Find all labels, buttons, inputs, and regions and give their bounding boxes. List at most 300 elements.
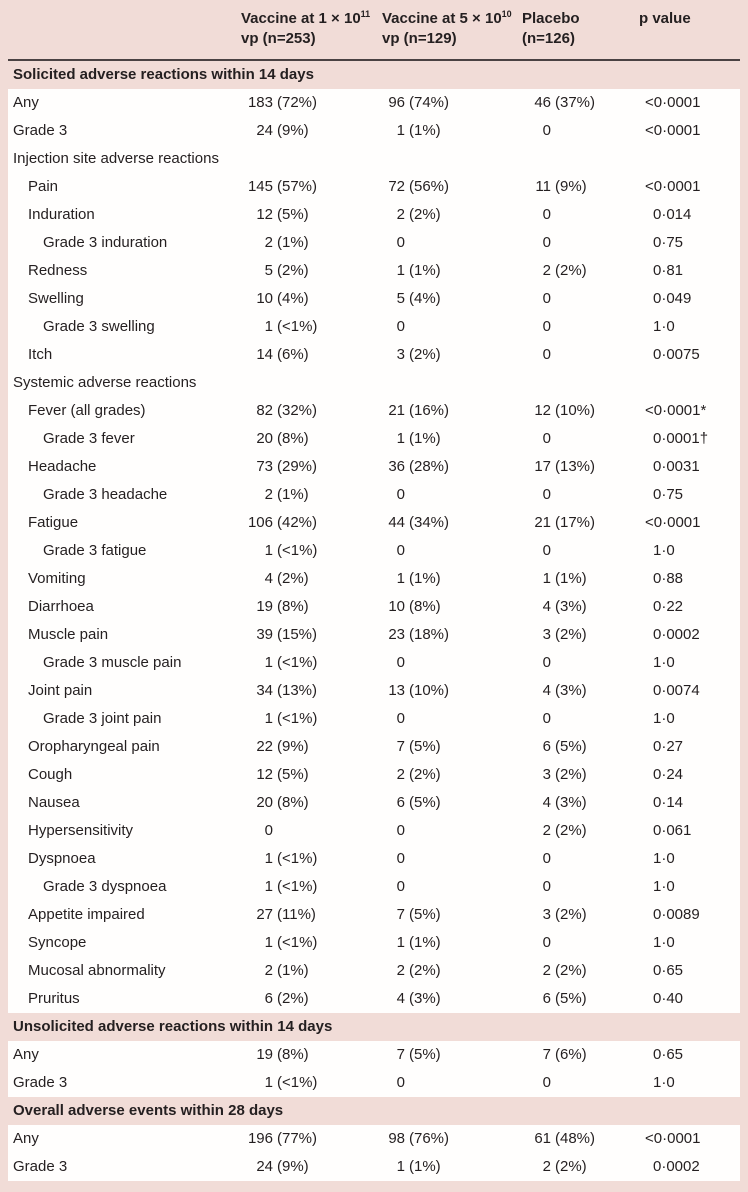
- table-row: [8, 705, 740, 733]
- value-percent-col3: (48%): [555, 1130, 596, 1147]
- value-percent-col3: (2%): [555, 1158, 587, 1175]
- column-header-line1: p value: [639, 10, 691, 27]
- subheading-row: [8, 145, 740, 173]
- table-row: [8, 649, 740, 677]
- value-percent-col1: (6%): [277, 346, 309, 363]
- value-count-col1: 34: [256, 682, 273, 699]
- table-row: [8, 565, 740, 593]
- table-row: [8, 985, 740, 1013]
- value-count-col3: 0: [542, 710, 551, 727]
- value-percent-col1: (2%): [277, 570, 309, 587]
- value-percent-col1: (72%): [277, 94, 318, 111]
- value-count-col2: 96: [388, 94, 405, 111]
- section-header-row: Unsolicited adverse reactions within 14 days: [8, 1013, 740, 1041]
- value-percent-col1: (9%): [277, 738, 309, 755]
- value-percent-col1: (<1%): [277, 542, 318, 559]
- row-label: Fever (all grades): [28, 402, 146, 419]
- table-content: [8, 0, 740, 1181]
- value-count-col2: 3: [396, 346, 405, 363]
- value-count-col3: 0: [542, 878, 551, 895]
- p-value-cell: 1·0: [653, 934, 675, 951]
- value-percent-col1: (8%): [277, 430, 309, 447]
- table-row: [8, 537, 740, 565]
- row-label: Joint pain: [28, 682, 93, 699]
- value-percent-col2: (2%): [409, 962, 441, 979]
- value-percent-col3: (37%): [555, 94, 596, 111]
- value-count-col3: 2: [542, 822, 551, 839]
- value-count-col3: 17: [534, 458, 551, 475]
- table-row: [8, 1041, 740, 1069]
- row-label: Grade 3 fever: [43, 430, 135, 447]
- p-value-cell: <0·0001: [645, 178, 701, 195]
- p-value-cell: 1·0: [653, 1074, 675, 1091]
- subheading-row: [8, 369, 740, 397]
- value-percent-col1: (1%): [277, 486, 309, 503]
- value-count-col3: 0: [542, 850, 551, 867]
- value-count-col1: 1: [264, 542, 273, 559]
- p-value-cell: 0·0002: [653, 626, 700, 643]
- value-percent-col1: (1%): [277, 234, 309, 251]
- row-label: Itch: [28, 346, 53, 363]
- value-count-col1: 145: [247, 178, 273, 195]
- value-percent-col2: (4%): [409, 290, 441, 307]
- table-row: [8, 201, 740, 229]
- value-count-col2: 2: [396, 766, 405, 783]
- value-count-col3: 0: [542, 1074, 551, 1091]
- table-row: [8, 1125, 740, 1153]
- value-count-col1: 82: [256, 402, 273, 419]
- value-percent-col1: (13%): [277, 682, 318, 699]
- value-count-col2: 2: [396, 206, 405, 223]
- section-header-row: Solicited adverse reactions within 14 days: [8, 61, 740, 89]
- table-body: [8, 61, 740, 1181]
- value-count-col3: 6: [542, 738, 551, 755]
- row-label: Grade 3 muscle pain: [43, 654, 182, 671]
- value-percent-col3: (2%): [555, 262, 587, 279]
- value-percent-col1: (42%): [277, 514, 318, 531]
- value-count-col3: 21: [534, 514, 551, 531]
- value-count-col2: 0: [396, 878, 405, 895]
- value-count-col3: 0: [542, 654, 551, 671]
- value-percent-col2: (1%): [409, 570, 441, 587]
- value-count-col3: 0: [542, 318, 551, 335]
- value-count-col2: 1: [396, 934, 405, 951]
- p-value-cell: 0·88: [653, 570, 684, 587]
- column-header-line2: vp (n=129): [382, 30, 457, 47]
- value-count-col2: 72: [388, 178, 405, 195]
- row-label: Muscle pain: [28, 626, 109, 643]
- value-percent-col1: (<1%): [277, 934, 318, 951]
- column-header-vaccine-high-dose: [241, 9, 370, 49]
- row-label: Nausea: [28, 794, 80, 811]
- value-count-col1: 24: [256, 122, 273, 139]
- value-percent-col3: (5%): [555, 738, 587, 755]
- value-percent-col1: (<1%): [277, 1074, 318, 1091]
- value-count-col2: 21: [388, 402, 405, 419]
- value-count-col2: 1: [396, 1158, 405, 1175]
- row-label: Oropharyngeal pain: [28, 738, 160, 755]
- value-count-col2: 6: [396, 794, 405, 811]
- table-row: [8, 677, 740, 705]
- value-count-col3: 3: [542, 626, 551, 643]
- value-count-col2: 0: [396, 654, 405, 671]
- p-value-cell: 0·049: [653, 290, 692, 307]
- value-count-col3: 6: [542, 990, 551, 1007]
- value-count-col3: 0: [542, 290, 551, 307]
- p-value-cell: 1·0: [653, 878, 675, 895]
- value-percent-col3: (13%): [555, 458, 596, 475]
- value-count-col2: 13: [388, 682, 405, 699]
- value-count-col1: 12: [256, 766, 273, 783]
- value-percent-col2: (2%): [409, 766, 441, 783]
- value-count-col2: 7: [396, 906, 405, 923]
- value-count-col2: 98: [388, 1130, 405, 1147]
- column-header-placebo: [522, 9, 580, 49]
- value-count-col1: 1: [264, 1074, 273, 1091]
- row-label: Hypersensitivity: [28, 822, 134, 839]
- table-row: [8, 817, 740, 845]
- p-value-cell: <0·0001*: [645, 402, 707, 419]
- row-label: Fatigue: [28, 514, 79, 531]
- p-value-cell: <0·0001: [645, 1130, 701, 1147]
- value-count-col2: 36: [388, 458, 405, 475]
- value-percent-col2: (76%): [409, 1130, 450, 1147]
- row-label: Induration: [28, 206, 95, 223]
- column-header-line1: Vaccine at $5 \times 10^{10}$: [382, 9, 512, 27]
- table-row: [8, 1153, 740, 1181]
- value-count-col2: 4: [396, 990, 405, 1007]
- table-header-row: [8, 0, 740, 61]
- row-label: Pain: [28, 178, 59, 195]
- table-row: [8, 789, 740, 817]
- value-count-col1: 0: [264, 822, 273, 839]
- value-percent-col1: (9%): [277, 1158, 309, 1175]
- value-count-col2: 0: [396, 850, 405, 867]
- table-row: [8, 117, 740, 145]
- value-count-col1: 22: [256, 738, 273, 755]
- value-count-col1: 1: [264, 850, 273, 867]
- value-count-col1: 5: [264, 262, 273, 279]
- value-count-col2: 0: [396, 710, 405, 727]
- value-count-col1: 14: [256, 346, 273, 363]
- p-value-cell: 0·14: [653, 794, 684, 811]
- column-header-line1: Placebo: [522, 10, 580, 27]
- value-percent-col1: (9%): [277, 122, 309, 139]
- value-percent-col3: (3%): [555, 794, 587, 811]
- p-value-cell: 0·0002: [653, 1158, 700, 1175]
- value-count-col1: 10: [256, 290, 273, 307]
- value-count-col1: 20: [256, 794, 273, 811]
- value-percent-col3: (3%): [555, 682, 587, 699]
- row-label: Grade 3 joint pain: [43, 710, 162, 727]
- value-count-col3: 2: [542, 1158, 551, 1175]
- table-row: [8, 453, 740, 481]
- table-row: [8, 593, 740, 621]
- p-value-cell: 0·0074: [653, 682, 700, 699]
- value-count-col3: 46: [534, 94, 551, 111]
- value-count-col1: 12: [256, 206, 273, 223]
- value-count-col1: 4: [264, 570, 273, 587]
- row-label: Redness: [28, 262, 88, 279]
- value-count-col3: 11: [535, 178, 551, 195]
- value-count-col1: 1: [264, 934, 273, 951]
- value-count-col3: 0: [542, 234, 551, 251]
- table-row: [8, 89, 740, 117]
- table-row: [8, 257, 740, 285]
- row-label: Swelling: [28, 290, 84, 307]
- value-percent-col1: (<1%): [277, 878, 318, 895]
- value-percent-col3: (1%): [555, 570, 587, 587]
- row-label: Vomiting: [28, 570, 86, 587]
- value-count-col3: 0: [542, 122, 551, 139]
- p-value-cell: 0·22: [653, 598, 684, 615]
- value-count-col1: 1: [264, 654, 273, 671]
- section-header-row: Overall adverse events within 28 days: [8, 1097, 740, 1125]
- value-count-col1: 20: [256, 430, 273, 447]
- column-header-line1: Vaccine at $1 \times 10^{11}$: [241, 9, 371, 27]
- value-count-col1: 1: [264, 710, 273, 727]
- value-percent-col1: (32%): [277, 402, 318, 419]
- value-percent-col1: (29%): [277, 458, 318, 475]
- value-count-col1: 39: [256, 626, 273, 643]
- p-value-cell: 0·65: [653, 962, 684, 979]
- value-percent-col2: (16%): [409, 402, 450, 419]
- value-count-col2: 0: [396, 318, 405, 335]
- value-count-col3: 4: [542, 794, 551, 811]
- row-label: Cough: [28, 766, 73, 783]
- value-count-col2: 0: [396, 234, 405, 251]
- exponent: 11: [360, 9, 371, 19]
- value-count-col1: 2: [264, 962, 273, 979]
- value-percent-col3: (2%): [555, 766, 587, 783]
- row-label: Grade 3: [13, 1158, 68, 1175]
- table-row: [8, 845, 740, 873]
- value-percent-col1: (11%): [277, 906, 316, 923]
- value-percent-col3: (2%): [555, 962, 587, 979]
- row-label: Syncope: [28, 934, 87, 951]
- row-label: Pruritus: [28, 990, 80, 1007]
- value-count-col2: 5: [396, 290, 405, 307]
- value-percent-col2: (5%): [409, 738, 441, 755]
- row-label: Mucosal abnormality: [28, 962, 166, 979]
- column-header-vaccine-low-dose: [382, 9, 512, 49]
- table-row: [8, 1069, 740, 1097]
- value-percent-col1: (<1%): [277, 850, 318, 867]
- value-count-col2: 0: [396, 822, 405, 839]
- row-label: Any: [13, 94, 39, 111]
- row-label: Diarrhoea: [28, 598, 94, 615]
- value-percent-col2: (5%): [409, 906, 441, 923]
- row-label: Grade 3 headache: [43, 486, 168, 503]
- value-count-col1: 73: [256, 458, 273, 475]
- value-percent-col3: (10%): [555, 402, 596, 419]
- table-row: [8, 313, 740, 341]
- p-value-cell: 0·0001†: [653, 430, 709, 447]
- value-count-col3: 7: [542, 1046, 551, 1063]
- value-count-col1: 106: [247, 514, 273, 531]
- value-count-col3: 0: [542, 934, 551, 951]
- p-value-cell: 0·0075: [653, 346, 700, 363]
- value-count-col3: 61: [534, 1130, 551, 1147]
- table-row: [8, 341, 740, 369]
- value-count-col2: 0: [396, 486, 405, 503]
- value-percent-col2: (74%): [409, 94, 450, 111]
- p-value-cell: 0·014: [653, 206, 692, 223]
- value-count-col3: 1: [542, 570, 551, 587]
- row-label: Grade 3 fatigue: [43, 542, 147, 559]
- value-count-col2: 10: [388, 598, 405, 615]
- table-row: [8, 929, 740, 957]
- row-label: Injection site adverse reactions: [13, 150, 219, 167]
- p-value-cell: 0·40: [653, 990, 684, 1007]
- value-count-col3: 3: [542, 766, 551, 783]
- value-percent-col1: (15%): [277, 626, 318, 643]
- value-count-col1: 1: [264, 318, 273, 335]
- row-label: Grade 3: [13, 122, 68, 139]
- row-label: Systemic adverse reactions: [13, 374, 197, 391]
- value-count-col3: 0: [542, 206, 551, 223]
- row-label: Grade 3 dyspnoea: [43, 878, 167, 895]
- p-value-cell: 1·0: [653, 710, 675, 727]
- p-value-cell: 0·0031: [653, 458, 700, 475]
- value-count-col2: 23: [388, 626, 405, 643]
- table-row: [8, 229, 740, 257]
- value-percent-col3: (6%): [555, 1046, 587, 1063]
- value-percent-col2: (3%): [409, 990, 441, 1007]
- value-percent-col1: (8%): [277, 1046, 309, 1063]
- value-percent-col2: (8%): [409, 598, 441, 615]
- value-percent-col2: (5%): [409, 1046, 441, 1063]
- value-percent-col1: (4%): [277, 290, 309, 307]
- value-percent-col1: (8%): [277, 598, 309, 615]
- value-percent-col2: (2%): [409, 346, 441, 363]
- value-count-col2: 1: [396, 570, 405, 587]
- value-percent-col2: (1%): [409, 122, 441, 139]
- value-count-col1: 6: [264, 990, 273, 1007]
- value-count-col2: 1: [396, 262, 405, 279]
- value-percent-col3: (2%): [555, 626, 587, 643]
- value-percent-col2: (18%): [409, 626, 450, 643]
- table-row: [8, 425, 740, 453]
- value-count-col3: 12: [534, 402, 551, 419]
- value-count-col3: 0: [542, 486, 551, 503]
- row-label: Any: [13, 1046, 39, 1063]
- table-row: [8, 285, 740, 313]
- value-count-col2: 0: [396, 542, 405, 559]
- value-count-col1: 2: [264, 486, 273, 503]
- value-count-col1: 183: [247, 94, 273, 111]
- value-count-col2: 1: [396, 430, 405, 447]
- value-count-col1: 2: [264, 234, 273, 251]
- value-percent-col3: (17%): [555, 514, 596, 531]
- row-label: Grade 3 induration: [43, 234, 168, 251]
- value-percent-col1: (1%): [277, 962, 309, 979]
- exponent: 10: [501, 9, 512, 19]
- value-percent-col1: (<1%): [277, 318, 318, 335]
- value-count-col3: 3: [542, 906, 551, 923]
- value-count-col3: 4: [542, 598, 551, 615]
- value-count-col2: 2: [396, 962, 405, 979]
- value-percent-col2: (10%): [409, 682, 450, 699]
- value-percent-col1: (5%): [277, 206, 309, 223]
- value-percent-col2: (1%): [409, 1158, 441, 1175]
- value-count-col1: 196: [247, 1130, 273, 1147]
- table-row: [8, 621, 740, 649]
- row-label: Appetite impaired: [28, 906, 145, 923]
- value-count-col2: 7: [396, 1046, 405, 1063]
- value-count-col2: 1: [396, 122, 405, 139]
- column-header-line2: vp (n=253): [241, 30, 316, 47]
- value-percent-col1: (5%): [277, 766, 309, 783]
- value-percent-col1: (<1%): [277, 710, 318, 727]
- value-count-col3: 0: [542, 542, 551, 559]
- table-row: [8, 873, 740, 901]
- value-count-col1: 19: [256, 1046, 273, 1063]
- value-percent-col2: (1%): [409, 934, 441, 951]
- value-percent-col1: (2%): [277, 262, 309, 279]
- value-percent-col2: (5%): [409, 794, 441, 811]
- p-value-cell: 0·27: [653, 738, 684, 755]
- value-percent-col3: (2%): [555, 822, 587, 839]
- value-count-col3: 2: [542, 262, 551, 279]
- p-value-cell: 1·0: [653, 850, 675, 867]
- row-label: Grade 3: [13, 1074, 68, 1091]
- row-label: Dyspnoea: [28, 850, 96, 867]
- column-header-line2: (n=126): [522, 30, 575, 47]
- table-row: [8, 509, 740, 537]
- table-row: [8, 481, 740, 509]
- row-label: Any: [13, 1130, 39, 1147]
- value-count-col1: 19: [256, 598, 273, 615]
- table-row: [8, 901, 740, 929]
- value-count-col1: 1: [264, 878, 273, 895]
- value-count-col1: 27: [256, 906, 273, 923]
- value-percent-col1: (<1%): [277, 654, 318, 671]
- table-row: [8, 733, 740, 761]
- row-label: Grade 3 swelling: [43, 318, 155, 335]
- table-row: [8, 173, 740, 201]
- value-count-col3: 2: [542, 962, 551, 979]
- p-value-cell: <0·0001: [645, 514, 701, 531]
- table-row: [8, 957, 740, 985]
- value-percent-col1: (8%): [277, 794, 309, 811]
- value-count-col3: 4: [542, 682, 551, 699]
- value-percent-col3: (9%): [555, 178, 587, 195]
- value-count-col2: 7: [396, 738, 405, 755]
- p-value-cell: 0·0089: [653, 906, 700, 923]
- row-label: Headache: [28, 458, 97, 475]
- value-percent-col1: (2%): [277, 990, 309, 1007]
- column-header-p-value: [639, 9, 691, 29]
- p-value-cell: <0·0001: [645, 122, 701, 139]
- value-percent-col1: (57%): [277, 178, 318, 195]
- table-row: [8, 397, 740, 425]
- value-count-col3: 0: [542, 430, 551, 447]
- p-value-cell: 0·061: [653, 822, 692, 839]
- p-value-cell: <0·0001: [645, 94, 701, 111]
- p-value-cell: 0·75: [653, 486, 684, 503]
- value-percent-col2: (56%): [409, 178, 450, 195]
- p-value-cell: 1·0: [653, 542, 675, 559]
- value-count-col2: 0: [396, 1074, 405, 1091]
- value-count-col3: 0: [542, 346, 551, 363]
- value-count-col2: 44: [388, 514, 405, 531]
- p-value-cell: 0·24: [653, 766, 684, 783]
- value-percent-col3: (5%): [555, 990, 587, 1007]
- value-percent-col3: (2%): [555, 906, 587, 923]
- value-percent-col2: (34%): [409, 514, 450, 531]
- value-percent-col2: (1%): [409, 430, 441, 447]
